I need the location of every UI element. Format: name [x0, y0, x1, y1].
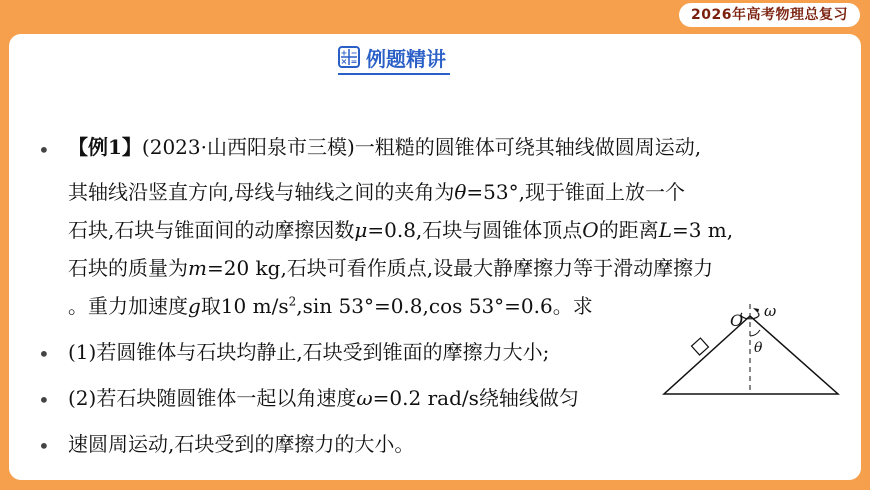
problem-text: =3 m, — [671, 218, 734, 242]
question-text: (2)若石块随圆锥体一起以角速度 — [68, 386, 357, 410]
problem-line-3 — [68, 218, 733, 242]
svg-text:×: × — [340, 57, 348, 66]
question-1 — [68, 340, 658, 364]
bullet-dot: • — [38, 434, 50, 458]
section-title: 例题精讲 — [366, 46, 446, 71]
cone-diagram — [656, 296, 846, 400]
problem-line-2 — [68, 180, 685, 204]
omega-label: ω — [764, 302, 777, 320]
symbol-m: m — [188, 256, 207, 280]
svg-text:=: = — [350, 57, 358, 66]
symbol-l: L — [658, 218, 672, 242]
symbol-theta: θ — [454, 180, 467, 204]
problem-text: 其轴线沿竖直方向,母线与轴线之间的夹角为 — [68, 180, 455, 204]
problem-text: 石块的质量为 — [68, 256, 188, 280]
problem-text: 。重力加速度 — [68, 294, 188, 318]
problem-text: =0.8,石块与圆锥体顶点 — [367, 218, 583, 242]
problem-text: 石块,石块与锥面间的动摩擦因数 — [68, 218, 355, 242]
problem-line-5 — [68, 294, 593, 318]
symbol-mu: μ — [354, 218, 368, 242]
question-3 — [68, 432, 414, 456]
bullet-dot: • — [38, 342, 50, 366]
problem-line-4 — [68, 256, 713, 280]
section-heading — [338, 42, 446, 72]
bullet-dot: • — [38, 388, 50, 412]
question-text: 速圆周运动,石块受到的摩擦力的大小。 — [68, 432, 415, 456]
example-label: 【例1】 — [68, 135, 142, 159]
apex-label: O — [730, 311, 744, 330]
problem-text: 取10 m/s — [200, 294, 289, 318]
heading-underline — [338, 73, 450, 75]
superscript: 2 — [288, 294, 297, 309]
problem-source: (2023·山西阳泉市三模) — [141, 135, 355, 159]
question-text: =0.2 rad/s绕轴线做匀 — [372, 386, 579, 410]
svg-text:+: + — [340, 48, 348, 58]
symbol-g: g — [188, 294, 201, 318]
theta-label: θ — [754, 340, 763, 356]
problem-text: 一粗糙的圆锥体可绕其轴线做圆周运动, — [354, 135, 702, 159]
problem-text: 的距离 — [598, 218, 659, 242]
svg-text:−: − — [350, 48, 358, 58]
problem-line-1 — [68, 135, 701, 159]
problem-text: =53°,现于锥面上放一个 — [466, 180, 685, 204]
bullet-dot: • — [38, 138, 50, 162]
question-2 — [68, 386, 658, 410]
problem-text: ,sin 53°=0.8,cos 53°=0.6。求 — [296, 294, 593, 318]
symbol-o: O — [582, 218, 599, 242]
course-badge: 2026年高考物理总复习 — [679, 3, 860, 27]
problem-text: =20 kg,石块可看作质点,设最大静摩擦力等于滑动摩擦力 — [206, 256, 714, 280]
calculator-icon — [338, 46, 360, 68]
symbol-omega: ω — [356, 386, 373, 410]
question-text: (1)若圆锥体与石块均静止,石块受到锥面的摩擦力大小; — [68, 340, 550, 364]
diagram-background — [656, 296, 846, 400]
